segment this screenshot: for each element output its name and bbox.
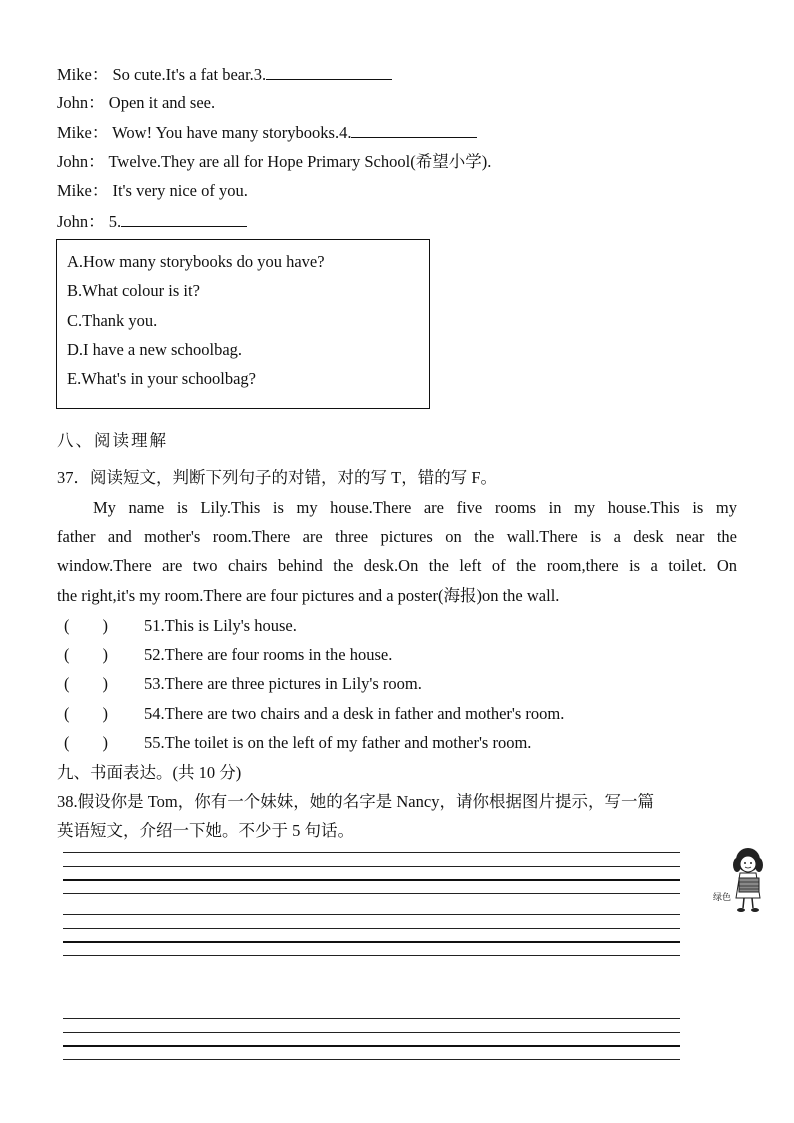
answer-blank-5[interactable] [121, 210, 247, 227]
dialogue-text: It's very nice of you. [112, 181, 248, 200]
writing-line[interactable] [63, 893, 680, 894]
dialogue-line [57, 151, 491, 173]
color-label: 绿色 [713, 893, 732, 903]
option-a: A.How many storybooks do you have? [67, 252, 325, 271]
girl-icon [710, 846, 772, 916]
statement-53 [64, 673, 422, 695]
passage-line: the right,it's my room.There are four pictures and a poster(海报)on the wall. [57, 586, 560, 605]
writing-line[interactable] [63, 955, 680, 956]
statement-text: 55.The toilet is on the left of my father and mother's room. [144, 733, 532, 752]
statement-text: 51.This is Lily's house. [144, 616, 297, 635]
option-d: D.I have a new schoolbag. [67, 340, 243, 359]
dialogue-line [57, 121, 477, 144]
dialogue-line [57, 210, 247, 233]
dialogue-line [57, 92, 215, 114]
statement-text: 54.There are two chairs and a desk in father and mother's room. [144, 704, 565, 723]
girl-illustration [710, 846, 772, 916]
writing-line[interactable] [63, 1018, 680, 1019]
speaker: Mike： [57, 65, 109, 84]
answer-paren[interactable]: ( ) [64, 733, 108, 752]
speaker: Mike： [57, 123, 109, 142]
statement-51 [64, 615, 297, 637]
dialogue-text: 5. [108, 212, 122, 231]
dialogue-line [57, 63, 392, 86]
passage-line: My name is Lily.This is my house.There are five rooms in my house.This is my [93, 498, 737, 517]
options-box [56, 239, 430, 409]
dialogue-text: So cute.It's a fat bear.3. [112, 65, 267, 84]
option-e: E.What's in your schoolbag? [67, 369, 257, 388]
statement-54 [64, 703, 564, 725]
writing-line[interactable] [63, 941, 680, 943]
dialogue-line [57, 180, 248, 202]
passage-line: window.There are two chairs behind the desk.On the left of the room,there is a toilet. On [57, 556, 737, 575]
question-37: 37．阅读短文，判断下列句子的对错，对的写 T，错的写 F。 [57, 468, 498, 487]
writing-line[interactable] [63, 928, 680, 929]
statement-text: 53.There are three pictures in Lily's room. [144, 674, 422, 693]
speaker: John： [57, 212, 105, 231]
statement-55 [64, 732, 531, 754]
speaker: John： [57, 93, 105, 112]
answer-blank-3[interactable] [266, 63, 392, 80]
writing-line[interactable] [63, 879, 680, 881]
question-38-line2: 英语短文，介绍一下她。不少于 5 句话。 [57, 821, 354, 840]
answer-paren[interactable]: ( ) [64, 704, 108, 723]
option-b: B.What colour is it? [67, 281, 200, 300]
writing-line[interactable] [63, 1059, 680, 1060]
writing-line[interactable] [63, 1045, 680, 1047]
answer-blank-4[interactable] [351, 121, 477, 138]
dialogue-text: Twelve.They are all for Hope Primary School(希望小学). [108, 152, 492, 171]
writing-line[interactable] [63, 852, 680, 853]
writing-line[interactable] [63, 1032, 680, 1033]
statement-52 [64, 644, 392, 666]
section-9-heading: 九、书面表达。(共 10 分) [57, 763, 242, 782]
answer-paren[interactable]: ( ) [64, 674, 108, 693]
option-c: C.Thank you. [67, 311, 158, 330]
statement-text: 52.There are four rooms in the house. [144, 645, 393, 664]
passage-line: father and mother's room.There are three pictures on the wall.There is a desk near the [57, 527, 737, 546]
speaker: Mike： [57, 181, 109, 200]
question-38-line1: 38.假设你是 Tom，你有一个妹妹，她的名字是 Nancy，请你根据图片提示，写一篇 [57, 792, 654, 811]
writing-line[interactable] [63, 914, 680, 915]
speaker: John： [57, 152, 105, 171]
section-8-heading: 八、阅读理解 [57, 431, 168, 450]
dialogue-text: Open it and see. [108, 93, 216, 112]
dialogue-text: Wow! You have many storybooks.4. [112, 123, 352, 142]
writing-line[interactable] [63, 866, 680, 867]
answer-paren[interactable]: ( ) [64, 645, 108, 664]
answer-paren[interactable]: ( ) [64, 616, 108, 635]
